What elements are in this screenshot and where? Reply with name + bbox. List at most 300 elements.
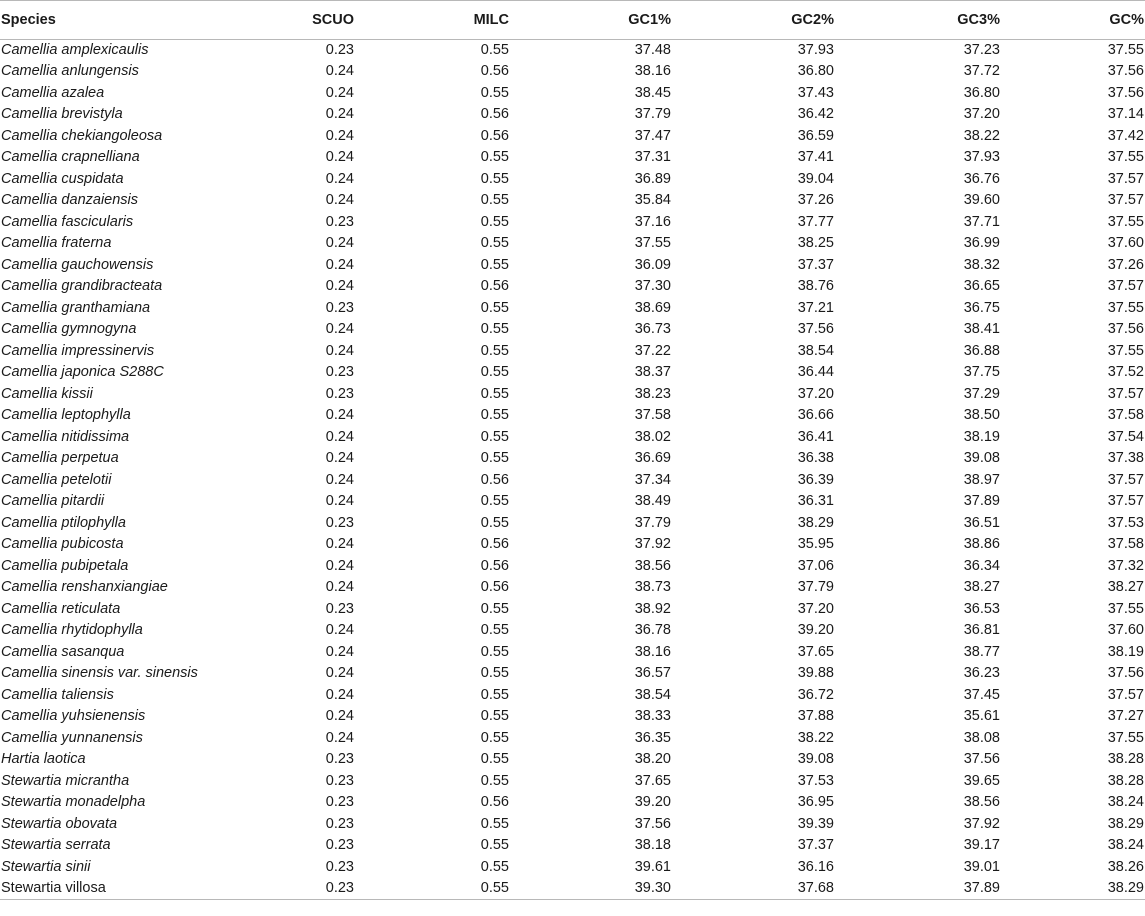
cell-gc1: 38.73: [634, 579, 671, 596]
cell-species: Camellia brevistyla: [1, 106, 123, 123]
header-gc2: GC2%: [791, 12, 834, 28]
table-row: [0, 362, 1145, 384]
cell-gc: 38.29: [1107, 815, 1144, 832]
cell-gc2: 37.37: [797, 837, 834, 854]
cell-gc: 37.57: [1107, 493, 1144, 510]
table-row: [0, 728, 1145, 750]
cell-gc1: 38.33: [634, 708, 671, 725]
cell-milc: 0.55: [480, 708, 509, 725]
cell-species: Camellia ptilophylla: [1, 514, 126, 531]
cell-species: Camellia rhytidophylla: [1, 622, 143, 639]
cell-gc: 37.60: [1107, 622, 1144, 639]
cell-species: Camellia gymnogyna: [1, 321, 137, 338]
cell-gc: 37.57: [1107, 686, 1144, 703]
table-row: [0, 577, 1145, 599]
cell-gc2: 36.66: [797, 407, 834, 424]
cell-gc: 37.55: [1107, 342, 1144, 359]
cell-gc: 37.58: [1107, 536, 1144, 553]
cell-gc3: 37.29: [963, 385, 1000, 402]
cell-species: Camellia nitidissima: [1, 428, 130, 445]
cell-gc3: 37.92: [963, 815, 1000, 832]
cell-gc2: 39.88: [797, 665, 834, 682]
cell-milc: 0.55: [480, 665, 509, 682]
cell-milc: 0.56: [480, 557, 509, 574]
cell-gc3: 36.65: [963, 278, 1000, 295]
cell-gc2: 36.42: [797, 106, 834, 123]
cell-gc3: 38.56: [963, 794, 1000, 811]
cell-scuo: 0.24: [325, 708, 354, 725]
table-row: [0, 169, 1145, 191]
cell-scuo: 0.24: [325, 106, 354, 123]
table-row: [0, 212, 1145, 234]
cell-milc: 0.55: [480, 385, 509, 402]
cell-gc: 37.57: [1107, 278, 1144, 295]
cell-scuo: 0.24: [325, 127, 354, 144]
cell-scuo: 0.24: [325, 278, 354, 295]
cell-milc: 0.55: [480, 643, 509, 660]
cell-milc: 0.55: [480, 149, 509, 166]
cell-gc1: 37.65: [634, 772, 671, 789]
cell-milc: 0.55: [480, 600, 509, 617]
cell-scuo: 0.24: [325, 686, 354, 703]
cell-gc1: 38.56: [634, 557, 671, 574]
cell-gc2: 37.53: [797, 772, 834, 789]
cell-gc3: 38.50: [963, 407, 1000, 424]
cell-gc: 37.57: [1107, 170, 1144, 187]
cell-milc: 0.55: [480, 729, 509, 746]
cell-gc: 37.52: [1107, 364, 1144, 381]
cell-milc: 0.56: [480, 579, 509, 596]
table-row: [0, 427, 1145, 449]
cell-species: Camellia sinensis var. sinensis: [1, 665, 198, 682]
cell-gc3: 39.65: [963, 772, 1000, 789]
cell-milc: 0.55: [480, 772, 509, 789]
cell-gc1: 37.58: [634, 407, 671, 424]
cell-gc1: 38.18: [634, 837, 671, 854]
header-species: Species: [1, 12, 56, 28]
cell-scuo: 0.24: [325, 536, 354, 553]
cell-gc3: 39.60: [963, 192, 1000, 209]
cell-gc1: 37.92: [634, 536, 671, 553]
cell-gc3: 38.27: [963, 579, 1000, 596]
cell-scuo: 0.23: [325, 299, 354, 316]
table-row: [0, 620, 1145, 642]
cell-species: Camellia fascicularis: [1, 213, 134, 230]
cell-gc2: 37.68: [797, 880, 834, 896]
cell-milc: 0.56: [480, 278, 509, 295]
cell-gc1: 38.45: [634, 84, 671, 101]
cell-scuo: 0.24: [325, 450, 354, 467]
cell-gc1: 37.22: [634, 342, 671, 359]
cell-scuo: 0.23: [325, 364, 354, 381]
cell-milc: 0.55: [480, 622, 509, 639]
table-row: [0, 61, 1145, 83]
table-row: [0, 83, 1145, 105]
cell-gc2: 36.39: [797, 471, 834, 488]
cell-milc: 0.55: [480, 342, 509, 359]
cell-gc: 37.32: [1107, 557, 1144, 574]
cell-species: Camellia leptophylla: [1, 407, 131, 424]
cell-gc2: 38.54: [797, 342, 834, 359]
cell-gc: 37.60: [1107, 235, 1144, 252]
cell-gc3: 38.86: [963, 536, 1000, 553]
table-row: [0, 599, 1145, 621]
cell-gc: 37.55: [1107, 149, 1144, 166]
cell-gc1: 38.23: [634, 385, 671, 402]
cell-gc: 37.57: [1107, 385, 1144, 402]
cell-species: Camellia yuhsienensis: [1, 708, 146, 725]
cell-gc1: 39.61: [634, 858, 671, 875]
cell-scuo: 0.24: [325, 63, 354, 80]
cell-gc2: 37.77: [797, 213, 834, 230]
cell-scuo: 0.23: [325, 858, 354, 875]
cell-scuo: 0.23: [325, 772, 354, 789]
table-row: [0, 104, 1145, 126]
header-gc3: GC3%: [957, 12, 1000, 28]
cell-gc1: 37.79: [634, 514, 671, 531]
cell-gc3: 38.97: [963, 471, 1000, 488]
cell-gc2: 36.80: [797, 63, 834, 80]
cell-gc2: 37.06: [797, 557, 834, 574]
table-row: [0, 706, 1145, 728]
table-row: [0, 814, 1145, 836]
header-scuo: SCUO: [312, 12, 354, 28]
header-milc: MILC: [473, 12, 509, 28]
cell-milc: 0.55: [480, 858, 509, 875]
cell-gc: 37.54: [1107, 428, 1144, 445]
cell-species: Camellia taliensis: [1, 686, 114, 703]
cell-milc: 0.55: [480, 815, 509, 832]
cell-gc1: 36.73: [634, 321, 671, 338]
cell-scuo: 0.24: [325, 643, 354, 660]
cell-milc: 0.55: [480, 192, 509, 209]
cell-gc3: 36.80: [963, 84, 1000, 101]
header-gc1: GC1%: [628, 12, 671, 28]
cell-gc: 37.55: [1107, 600, 1144, 617]
cell-milc: 0.55: [480, 321, 509, 338]
cell-species: Camellia pubicosta: [1, 536, 124, 553]
cell-species: Camellia petelotii: [1, 471, 112, 488]
cell-milc: 0.55: [480, 84, 509, 101]
cell-scuo: 0.24: [325, 622, 354, 639]
cell-gc1: 36.09: [634, 256, 671, 273]
cell-gc3: 37.20: [963, 106, 1000, 123]
table-row: [0, 857, 1145, 879]
cell-gc3: 37.23: [963, 42, 1000, 58]
cell-scuo: 0.24: [325, 557, 354, 574]
cell-gc: 38.24: [1107, 794, 1144, 811]
cell-gc2: 37.20: [797, 600, 834, 617]
cell-gc3: 36.53: [963, 600, 1000, 617]
cell-gc3: 36.75: [963, 299, 1000, 316]
cell-gc3: 37.72: [963, 63, 1000, 80]
cell-gc2: 37.88: [797, 708, 834, 725]
cell-gc: 37.26: [1107, 256, 1144, 273]
cell-gc1: 39.20: [634, 794, 671, 811]
cell-gc2: 37.56: [797, 321, 834, 338]
cell-milc: 0.55: [480, 299, 509, 316]
table-row: [0, 233, 1145, 255]
cell-species: Camellia gauchowensis: [1, 256, 154, 273]
cell-species: Stewartia sinii: [1, 858, 91, 875]
cell-gc2: 36.38: [797, 450, 834, 467]
cell-scuo: 0.24: [325, 428, 354, 445]
cell-milc: 0.56: [480, 127, 509, 144]
cell-gc2: 36.31: [797, 493, 834, 510]
cell-gc: 37.56: [1107, 321, 1144, 338]
cell-gc2: 37.21: [797, 299, 834, 316]
table-row: [0, 491, 1145, 513]
cell-gc1: 36.69: [634, 450, 671, 467]
cell-gc: 37.14: [1107, 106, 1144, 123]
cell-gc2: 36.44: [797, 364, 834, 381]
cell-species: Camellia perpetua: [1, 450, 119, 467]
cell-gc: 37.53: [1107, 514, 1144, 531]
cell-species: Stewartia serrata: [1, 837, 111, 854]
cell-scuo: 0.24: [325, 84, 354, 101]
cell-milc: 0.55: [480, 450, 509, 467]
cell-species: Camellia kissii: [1, 385, 93, 402]
table-row: [0, 685, 1145, 707]
cell-gc: 38.26: [1107, 858, 1144, 875]
cell-milc: 0.55: [480, 837, 509, 854]
cell-gc1: 38.37: [634, 364, 671, 381]
cell-scuo: 0.23: [325, 837, 354, 854]
cell-gc3: 38.32: [963, 256, 1000, 273]
cell-gc2: 37.43: [797, 84, 834, 101]
table-body: [0, 40, 1145, 900]
cell-gc1: 39.30: [634, 880, 671, 896]
cell-gc: 37.27: [1107, 708, 1144, 725]
cell-scuo: 0.24: [325, 342, 354, 359]
cell-milc: 0.55: [480, 514, 509, 531]
cell-species: Camellia renshanxiangiae: [1, 579, 168, 596]
cell-gc2: 36.41: [797, 428, 834, 445]
table-row: [0, 470, 1145, 492]
cell-gc3: 38.19: [963, 428, 1000, 445]
cell-gc1: 36.35: [634, 729, 671, 746]
cell-gc1: 36.78: [634, 622, 671, 639]
cell-gc3: 36.34: [963, 557, 1000, 574]
cell-milc: 0.55: [480, 42, 509, 58]
cell-gc: 37.55: [1107, 299, 1144, 316]
table-row: [0, 448, 1145, 470]
cell-gc2: 37.26: [797, 192, 834, 209]
cell-milc: 0.56: [480, 794, 509, 811]
cell-gc: 37.56: [1107, 665, 1144, 682]
cell-gc2: 37.41: [797, 149, 834, 166]
cell-gc2: 35.95: [797, 536, 834, 553]
cell-species: Camellia yunnanensis: [1, 729, 143, 746]
table-row: [0, 556, 1145, 578]
cell-milc: 0.55: [480, 170, 509, 187]
cell-scuo: 0.23: [325, 751, 354, 768]
table-row: [0, 513, 1145, 535]
cell-scuo: 0.23: [325, 794, 354, 811]
cell-gc3: 38.08: [963, 729, 1000, 746]
table-row: [0, 384, 1145, 406]
cell-species: Camellia japonica S288C: [1, 364, 164, 381]
table-row: [0, 319, 1145, 341]
cell-milc: 0.55: [480, 213, 509, 230]
cell-species: Hartia laotica: [1, 751, 86, 768]
table-row: [0, 771, 1145, 793]
cell-gc2: 38.29: [797, 514, 834, 531]
cell-gc2: 37.37: [797, 256, 834, 273]
table-row: [0, 642, 1145, 664]
cell-scuo: 0.24: [325, 493, 354, 510]
cell-gc: 37.56: [1107, 84, 1144, 101]
cell-gc1: 36.89: [634, 170, 671, 187]
cell-milc: 0.56: [480, 63, 509, 80]
cell-milc: 0.55: [480, 364, 509, 381]
cell-milc: 0.55: [480, 493, 509, 510]
cell-gc3: 39.17: [963, 837, 1000, 854]
cell-scuo: 0.23: [325, 42, 354, 58]
header-row: [0, 1, 1145, 40]
cell-scuo: 0.24: [325, 729, 354, 746]
cell-species: Stewartia villosa: [1, 880, 106, 896]
cell-gc1: 38.02: [634, 428, 671, 445]
cell-gc: 38.24: [1107, 837, 1144, 854]
cell-scuo: 0.24: [325, 192, 354, 209]
cell-gc1: 37.55: [634, 235, 671, 252]
cell-species: Camellia danzaiensis: [1, 192, 139, 209]
cell-scuo: 0.24: [325, 149, 354, 166]
cell-gc1: 37.47: [634, 127, 671, 144]
table-header: [0, 1, 1145, 40]
cell-gc3: 36.88: [963, 342, 1000, 359]
cell-gc2: 39.20: [797, 622, 834, 639]
cell-gc1: 38.49: [634, 493, 671, 510]
cell-milc: 0.56: [480, 106, 509, 123]
cell-gc2: 37.65: [797, 643, 834, 660]
cell-gc3: 37.89: [963, 880, 1000, 896]
cell-gc1: 37.79: [634, 106, 671, 123]
cell-gc3: 38.22: [963, 127, 1000, 144]
table-row: [0, 663, 1145, 685]
cell-gc2: 37.93: [797, 42, 834, 58]
table-row: [0, 190, 1145, 212]
cell-gc1: 36.57: [634, 665, 671, 682]
cell-gc: 37.57: [1107, 471, 1144, 488]
cell-gc3: 39.01: [963, 858, 1000, 875]
cell-species: Camellia fraterna: [1, 235, 112, 252]
table-row: [0, 534, 1145, 556]
table-row: [0, 341, 1145, 363]
cell-gc: 37.57: [1107, 192, 1144, 209]
cell-gc1: 38.16: [634, 63, 671, 80]
cell-gc2: 37.20: [797, 385, 834, 402]
cell-species: Camellia grandibracteata: [1, 278, 163, 295]
table-row: [0, 126, 1145, 148]
cell-gc: 37.55: [1107, 729, 1144, 746]
cell-species: Camellia anlungensis: [1, 63, 139, 80]
table-row: [0, 878, 1145, 900]
cell-scuo: 0.24: [325, 407, 354, 424]
cell-gc1: 38.16: [634, 643, 671, 660]
cell-species: Camellia impressinervis: [1, 342, 155, 359]
cell-gc1: 37.30: [634, 278, 671, 295]
cell-gc1: 35.84: [634, 192, 671, 209]
cell-gc1: 37.48: [634, 42, 671, 58]
cell-gc2: 36.59: [797, 127, 834, 144]
cell-gc: 37.38: [1107, 450, 1144, 467]
cell-gc2: 38.25: [797, 235, 834, 252]
cell-milc: 0.55: [480, 751, 509, 768]
cell-species: Camellia amplexicaulis: [1, 42, 149, 58]
table-row: [0, 298, 1145, 320]
cell-milc: 0.55: [480, 880, 509, 896]
table-row: [0, 276, 1145, 298]
cell-scuo: 0.24: [325, 256, 354, 273]
cell-gc3: 37.56: [963, 751, 1000, 768]
cell-species: Camellia pitardii: [1, 493, 105, 510]
cell-gc1: 38.20: [634, 751, 671, 768]
cell-gc3: 39.08: [963, 450, 1000, 467]
cell-gc2: 39.04: [797, 170, 834, 187]
table-row: [0, 405, 1145, 427]
cell-gc3: 35.61: [963, 708, 1000, 725]
cell-scuo: 0.24: [325, 665, 354, 682]
cell-scuo: 0.24: [325, 579, 354, 596]
cell-scuo: 0.23: [325, 213, 354, 230]
cell-milc: 0.56: [480, 536, 509, 553]
cell-gc2: 39.39: [797, 815, 834, 832]
cell-scuo: 0.24: [325, 471, 354, 488]
cell-gc3: 36.99: [963, 235, 1000, 252]
cell-gc3: 37.89: [963, 493, 1000, 510]
cell-species: Stewartia obovata: [1, 815, 118, 832]
cell-milc: 0.56: [480, 471, 509, 488]
cell-gc: 38.28: [1107, 751, 1144, 768]
cell-gc2: 36.16: [797, 858, 834, 875]
cell-gc2: 38.22: [797, 729, 834, 746]
cell-gc1: 38.92: [634, 600, 671, 617]
cell-species: Camellia pubipetala: [1, 557, 129, 574]
table-row: [0, 792, 1145, 814]
cell-scuo: 0.24: [325, 170, 354, 187]
cell-species: Stewartia micrantha: [1, 772, 130, 789]
cell-gc: 37.56: [1107, 63, 1144, 80]
table-row: [0, 749, 1145, 771]
cell-species: Camellia crapnelliana: [1, 149, 140, 166]
cell-gc: 38.19: [1107, 643, 1144, 660]
cell-gc3: 37.45: [963, 686, 1000, 703]
cell-milc: 0.55: [480, 235, 509, 252]
cell-species: Camellia reticulata: [1, 600, 121, 617]
cell-gc1: 37.16: [634, 213, 671, 230]
cell-scuo: 0.24: [325, 235, 354, 252]
cell-gc2: 36.72: [797, 686, 834, 703]
cell-gc: 37.55: [1107, 213, 1144, 230]
cell-gc: 38.29: [1107, 880, 1144, 896]
cell-species: Camellia chekiangoleosa: [1, 127, 163, 144]
cell-gc3: 37.75: [963, 364, 1000, 381]
cell-gc3: 36.76: [963, 170, 1000, 187]
cell-milc: 0.55: [480, 256, 509, 273]
cell-gc2: 38.76: [797, 278, 834, 295]
cell-gc: 38.27: [1107, 579, 1144, 596]
cell-gc3: 36.51: [963, 514, 1000, 531]
table-row: [0, 255, 1145, 277]
cell-scuo: 0.23: [325, 815, 354, 832]
cell-scuo: 0.23: [325, 880, 354, 896]
cell-gc1: 37.56: [634, 815, 671, 832]
cell-gc3: 36.81: [963, 622, 1000, 639]
cell-gc: 38.28: [1107, 772, 1144, 789]
cell-scuo: 0.24: [325, 321, 354, 338]
